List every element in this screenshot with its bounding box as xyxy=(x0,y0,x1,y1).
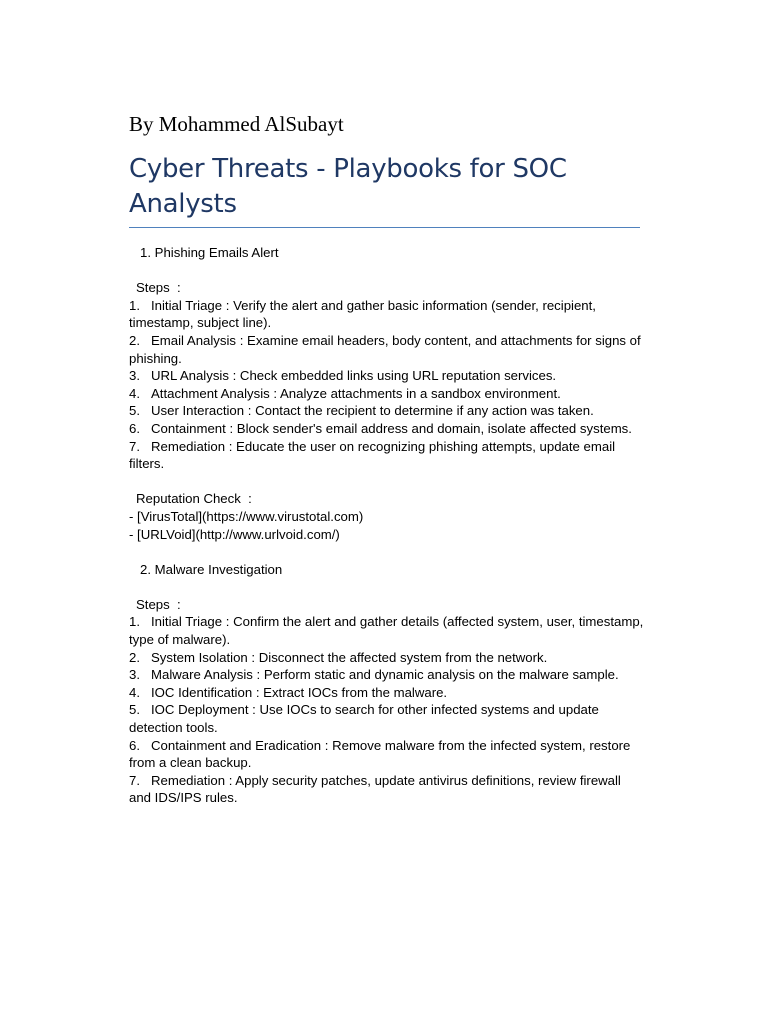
step-item xyxy=(129,701,644,736)
step-title: Attachment Analysis xyxy=(151,385,270,401)
reference-link-virustotal: - [VirusTotal](https://www.virustotal.com) xyxy=(129,508,364,524)
step-number: 4. xyxy=(129,684,140,700)
step-item xyxy=(129,772,644,807)
step-number: 6. xyxy=(129,420,140,436)
step-item xyxy=(129,367,644,385)
step-number: 5. xyxy=(129,403,140,419)
step-item xyxy=(129,666,644,684)
step-text: : Block sender's email address and domain, isolate affected systems. xyxy=(225,420,632,436)
author-line: By Mohammed AlSubayt xyxy=(129,112,344,136)
spacer xyxy=(129,578,644,596)
step-item xyxy=(129,385,644,403)
document-title: Cyber Threats - Playbooks for SOC Analysts xyxy=(129,154,567,219)
step-text: : Check embedded links using URL reputation services. xyxy=(228,368,557,384)
step-text: : Contact the recipient to determine if any action was taken. xyxy=(244,403,594,419)
step-text: : Disconnect the affected system from the network. xyxy=(247,649,548,665)
spacer xyxy=(129,473,644,491)
step-item xyxy=(129,649,644,667)
step-title: Remediation xyxy=(151,438,226,454)
step-title: Initial Triage xyxy=(151,297,223,313)
title-underline xyxy=(129,227,640,228)
step-number: 3. xyxy=(129,368,140,384)
step-item xyxy=(129,420,644,438)
step-number: 2. xyxy=(129,649,140,665)
spacer xyxy=(129,262,644,280)
step-title: User Interaction xyxy=(151,403,245,419)
step-text: : Remove malware from the infected system, restore from a clean backup. xyxy=(129,737,631,771)
step-title: Containment and Eradication xyxy=(151,737,322,753)
step-title: Initial Triage xyxy=(151,614,223,630)
step-number: 6. xyxy=(129,737,140,753)
step-text: : Perform static and dynamic analysis on the malware sample. xyxy=(252,667,619,683)
step-number: 4. xyxy=(129,385,140,401)
document-body xyxy=(129,244,644,807)
step-number: 7. xyxy=(129,438,140,454)
step-number: 7. xyxy=(129,772,140,788)
step-title: IOC Deployment xyxy=(151,702,249,718)
step-item xyxy=(129,684,644,702)
step-number: 1. xyxy=(129,297,140,313)
reference-link-urlvoid: - [URLVoid](http://www.urlvoid.com/) xyxy=(129,526,340,542)
step-text: : Analyze attachments in a sandbox environment. xyxy=(269,385,561,401)
step-text: : Confirm the alert and gather details (affected system, user, timestamp, type of malware). xyxy=(129,614,644,648)
step-number: 5. xyxy=(129,702,140,718)
step-title: Remediation xyxy=(151,772,226,788)
step-text: : Use IOCs to search for other infected systems and update detection tools. xyxy=(129,702,599,736)
steps-label: Steps : xyxy=(136,280,181,296)
step-number: 2. xyxy=(129,332,140,348)
step-text: : Verify the alert and gather basic information (sender, recipient, timestamp, subject line). xyxy=(129,297,596,331)
section-heading-malware: 2. Malware Investigation xyxy=(140,561,283,577)
step-title: Containment xyxy=(151,420,226,436)
step-text: : Apply security patches, update antivirus definitions, review firewall and IDS/IPS rules. xyxy=(129,772,621,806)
step-title: System Isolation xyxy=(151,649,248,665)
reputation-check-label: Reputation Check : xyxy=(136,491,252,507)
step-number: 1. xyxy=(129,614,140,630)
step-text: : Extract IOCs from the malware. xyxy=(252,684,448,700)
step-item xyxy=(129,438,644,473)
step-title: URL Analysis xyxy=(151,368,229,384)
section-heading-phishing: 1. Phishing Emails Alert xyxy=(140,245,279,260)
step-title: Email Analysis xyxy=(151,332,237,348)
step-text: : Examine email headers, body content, and attachments for signs of phishing. xyxy=(129,332,641,366)
step-item xyxy=(129,737,644,772)
step-title: Malware Analysis xyxy=(151,667,253,683)
steps-label: Steps : xyxy=(136,596,181,612)
step-item xyxy=(129,402,644,420)
step-number: 3. xyxy=(129,667,140,683)
step-title: IOC Identification xyxy=(151,684,253,700)
step-item xyxy=(129,332,644,367)
step-item xyxy=(129,297,644,332)
step-item xyxy=(129,613,644,648)
spacer xyxy=(129,543,644,561)
step-text: : Educate the user on recognizing phishing attempts, update email filters. xyxy=(129,438,616,472)
